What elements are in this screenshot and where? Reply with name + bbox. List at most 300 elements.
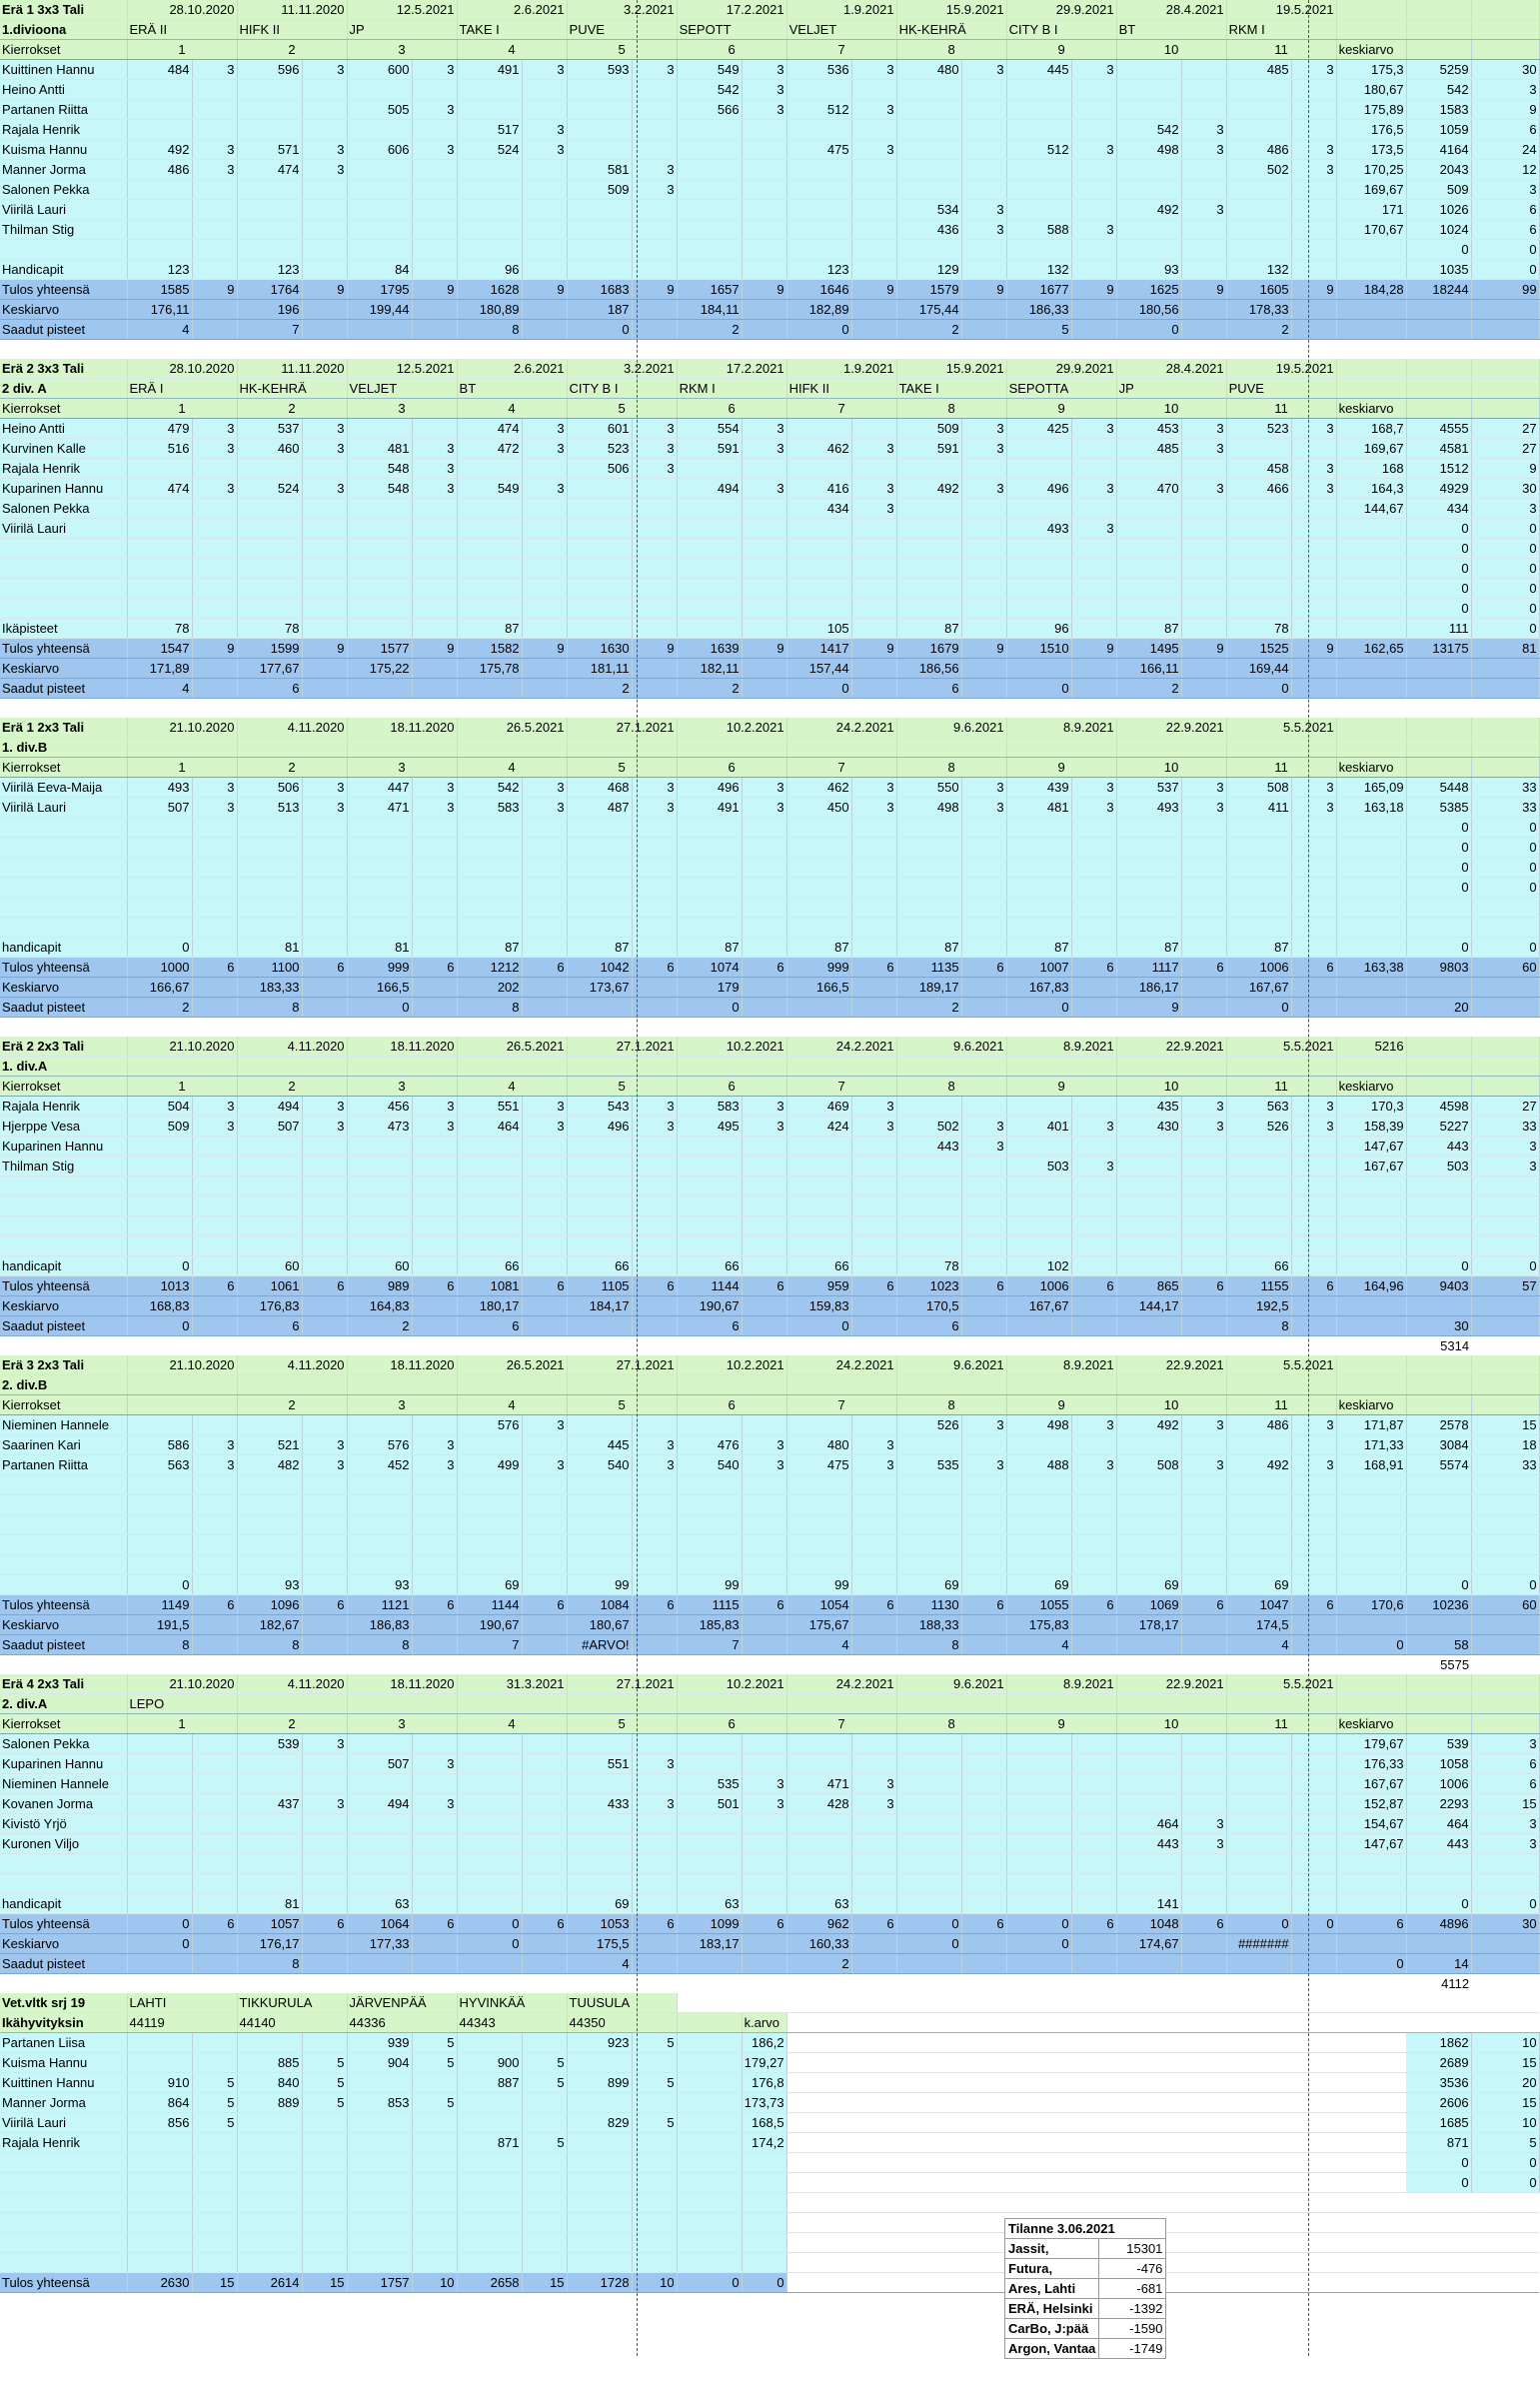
total-games[interactable]: 6 (412, 1595, 457, 1615)
games-cell[interactable] (192, 1475, 237, 1495)
division-label[interactable]: 1. div.A (0, 1057, 127, 1077)
rounds-label[interactable]: Kierrokset (0, 1077, 127, 1097)
score-cell[interactable] (347, 1834, 412, 1854)
player-total[interactable]: 0 (1406, 858, 1471, 878)
opponent-name[interactable] (347, 1694, 457, 1714)
score-cell[interactable] (237, 1137, 302, 1157)
score-cell[interactable] (457, 499, 522, 519)
cell[interactable] (1471, 1057, 1539, 1077)
score-cell[interactable]: 471 (347, 798, 412, 818)
handicap-total[interactable]: 0 (1406, 1894, 1471, 1914)
games-cell[interactable] (302, 80, 347, 100)
games-cell[interactable]: 3 (412, 140, 457, 160)
games-cell[interactable] (1291, 120, 1336, 140)
handicap-value[interactable]: 0 (127, 1575, 192, 1595)
total-score[interactable]: 1105 (567, 1276, 632, 1296)
score-cell[interactable] (567, 1535, 632, 1555)
games-cell[interactable] (522, 1515, 567, 1535)
cell[interactable] (677, 2053, 742, 2073)
total-games[interactable]: 9 (522, 639, 567, 659)
games-cell[interactable] (522, 918, 567, 938)
points-value[interactable]: 4 (786, 1635, 851, 1655)
handicap-value[interactable]: 123 (786, 260, 851, 280)
score-cell[interactable] (567, 1814, 632, 1834)
totals-label[interactable]: Tulos yhteensä (0, 958, 127, 978)
score-cell[interactable] (677, 240, 742, 260)
score-cell[interactable] (1116, 878, 1181, 898)
points-value[interactable] (567, 1316, 632, 1336)
round-number[interactable]: 5 (567, 1077, 677, 1097)
match-date[interactable]: 2.6.2021 (457, 0, 567, 20)
score-cell[interactable] (896, 878, 961, 898)
score-cell[interactable] (567, 1854, 632, 1874)
cell[interactable] (742, 978, 786, 998)
player-total[interactable]: 4164 (1406, 140, 1471, 160)
games-cell[interactable] (1291, 100, 1336, 120)
games-cell[interactable] (192, 1515, 237, 1535)
round-number[interactable]: 10 (1116, 758, 1226, 778)
score-cell[interactable] (786, 1754, 851, 1774)
score-cell[interactable] (677, 1814, 742, 1834)
opponent-name[interactable] (127, 738, 237, 758)
score-cell[interactable] (127, 1216, 192, 1236)
opponent-name[interactable] (1116, 1375, 1226, 1395)
games-cell[interactable] (851, 459, 896, 479)
total-games[interactable]: 6 (1071, 1914, 1116, 1934)
score-cell[interactable] (127, 579, 192, 599)
total-games[interactable]: 6 (1181, 958, 1226, 978)
cell[interactable] (1291, 1894, 1336, 1914)
games-cell[interactable] (192, 1834, 237, 1854)
games-cell[interactable]: 3 (851, 1097, 896, 1117)
score-cell[interactable] (237, 1854, 302, 1874)
games-cell[interactable] (851, 180, 896, 200)
cell[interactable] (1471, 1316, 1539, 1336)
total-games[interactable]: 6 (302, 1914, 347, 1934)
games-cell[interactable] (1071, 1495, 1116, 1515)
cell[interactable] (632, 1954, 677, 1974)
score-cell[interactable] (786, 1874, 851, 1894)
games-cell[interactable] (632, 479, 677, 499)
games-cell[interactable] (1291, 579, 1336, 599)
score-cell[interactable] (237, 539, 302, 559)
cell[interactable] (961, 1575, 1006, 1595)
cell[interactable] (522, 619, 567, 639)
games-cell[interactable] (1291, 1157, 1336, 1177)
cell[interactable] (851, 978, 896, 998)
opponent-name[interactable]: LEPO (127, 1694, 237, 1714)
match-date[interactable]: 10.2.2021 (677, 1355, 786, 1375)
total-score[interactable]: 1144 (677, 1276, 742, 1296)
player-total[interactable]: 5448 (1406, 778, 1471, 798)
average-value[interactable]: 180,89 (457, 300, 522, 320)
player-games[interactable]: 15 (1471, 1415, 1539, 1435)
games-cell[interactable] (302, 180, 347, 200)
score-cell[interactable]: 493 (1116, 798, 1181, 818)
points-value[interactable] (1116, 1635, 1181, 1655)
points-value[interactable]: 8 (896, 1635, 961, 1655)
handicap-value[interactable]: 78 (1226, 619, 1291, 639)
cell[interactable] (302, 998, 347, 1018)
player-average[interactable]: 175,89 (1336, 100, 1406, 120)
cell[interactable] (632, 1316, 677, 1336)
cell[interactable] (412, 1635, 457, 1655)
handicap-value[interactable]: 132 (1226, 260, 1291, 280)
cell[interactable] (1071, 1894, 1116, 1914)
player-games[interactable] (1471, 1555, 1539, 1575)
match-date[interactable]: 8.9.2021 (1006, 1037, 1116, 1057)
games-cell[interactable] (412, 2073, 457, 2093)
cell[interactable] (302, 679, 347, 699)
total-games[interactable]: 15 (302, 2273, 347, 2293)
round-number[interactable]: 11 (1226, 1395, 1336, 1415)
score-cell[interactable]: 853 (347, 2093, 412, 2113)
player-name[interactable]: Manner Jorma (0, 2093, 127, 2113)
score-cell[interactable] (347, 1774, 412, 1794)
player-games[interactable]: 18 (1471, 1435, 1539, 1455)
games-cell[interactable]: 3 (742, 419, 786, 439)
player-total[interactable]: 5385 (1406, 798, 1471, 818)
handicap-games[interactable]: 0 (1471, 1894, 1539, 1914)
score-cell[interactable] (567, 499, 632, 519)
games-cell[interactable] (1181, 1475, 1226, 1495)
score-cell[interactable] (896, 1157, 961, 1177)
round-number[interactable]: 5 (567, 1395, 677, 1415)
cell[interactable] (742, 1615, 786, 1635)
totals-label[interactable]: Tulos yhteensä (0, 1276, 127, 1296)
cell[interactable] (192, 320, 237, 340)
score-cell[interactable]: 591 (677, 439, 742, 459)
player-average[interactable]: 169,67 (1336, 439, 1406, 459)
games-cell[interactable] (1291, 240, 1336, 260)
total-games[interactable]: 9 (961, 280, 1006, 300)
games-cell[interactable] (1181, 1495, 1226, 1515)
total-score[interactable]: 1585 (127, 280, 192, 300)
points-value[interactable]: 8 (457, 998, 522, 1018)
games-cell[interactable] (192, 1754, 237, 1774)
score-cell[interactable] (457, 1834, 522, 1854)
games-cell[interactable]: 3 (302, 778, 347, 798)
header-note[interactable] (1336, 0, 1406, 20)
cell[interactable] (1336, 1375, 1406, 1395)
opponent-name[interactable] (567, 1375, 677, 1395)
score-cell[interactable] (786, 599, 851, 619)
games-cell[interactable] (412, 1834, 457, 1854)
score-cell[interactable] (567, 1734, 632, 1754)
games-cell[interactable] (961, 80, 1006, 100)
score-cell[interactable] (347, 240, 412, 260)
total-games[interactable]: 6 (961, 1276, 1006, 1296)
score-cell[interactable] (896, 1854, 961, 1874)
round-number[interactable]: 11 (1226, 1077, 1336, 1097)
header-note[interactable] (1336, 1674, 1406, 1694)
total-games[interactable]: 9 (1181, 280, 1226, 300)
round-number[interactable]: 11 (1226, 758, 1336, 778)
total-games[interactable]: 9 (1291, 639, 1336, 659)
points-value[interactable]: 8 (237, 998, 302, 1018)
cell[interactable] (237, 2233, 302, 2253)
opponent-name[interactable] (347, 738, 457, 758)
games-cell[interactable]: 3 (632, 1455, 677, 1475)
opponent-name[interactable]: PUVE (567, 20, 677, 40)
games-cell[interactable] (632, 579, 677, 599)
cell[interactable] (412, 938, 457, 958)
score-cell[interactable]: 551 (567, 1754, 632, 1774)
round-number[interactable]: 5 (567, 40, 677, 60)
handicap-value[interactable] (567, 619, 632, 639)
handicap-value[interactable]: 66 (786, 1256, 851, 1276)
score-cell[interactable] (896, 140, 961, 160)
cell[interactable] (302, 2213, 347, 2233)
after-note[interactable] (1406, 1018, 1471, 1038)
score-cell[interactable] (1226, 539, 1291, 559)
round-number[interactable]: 6 (677, 40, 786, 60)
totals-games[interactable]: 99 (1471, 280, 1539, 300)
score-cell[interactable] (127, 1415, 192, 1435)
games-cell[interactable] (522, 1495, 567, 1515)
cell[interactable] (1471, 1635, 1539, 1655)
handicap-value[interactable]: 129 (896, 260, 961, 280)
games-cell[interactable] (632, 80, 677, 100)
games-cell[interactable] (302, 1236, 347, 1256)
score-cell[interactable]: 473 (347, 1117, 412, 1137)
score-cell[interactable] (237, 1157, 302, 1177)
points-value[interactable]: 8 (347, 1635, 412, 1655)
total-games[interactable]: 6 (742, 1595, 786, 1615)
player-total[interactable]: 0 (1406, 579, 1471, 599)
cell[interactable] (632, 1575, 677, 1595)
games-cell[interactable] (412, 120, 457, 140)
cell[interactable] (0, 2253, 127, 2273)
totals-games[interactable]: 81 (1471, 639, 1539, 659)
games-cell[interactable]: 3 (412, 1097, 457, 1117)
score-cell[interactable]: 492 (896, 479, 961, 499)
score-cell[interactable]: 581 (567, 160, 632, 180)
games-cell[interactable]: 3 (412, 60, 457, 80)
player-total[interactable]: 434 (1406, 499, 1471, 519)
handicap-value[interactable] (347, 619, 412, 639)
games-cell[interactable] (1071, 1754, 1116, 1774)
cell[interactable] (0, 2233, 127, 2253)
games-cell[interactable] (961, 1435, 1006, 1455)
round-number[interactable]: 4 (457, 758, 567, 778)
total-score[interactable]: 1081 (457, 1276, 522, 1296)
score-cell[interactable] (786, 898, 851, 918)
games-cell[interactable] (1291, 1754, 1336, 1774)
totals-sum[interactable]: 18244 (1406, 280, 1471, 300)
total-score[interactable]: 0 (457, 1914, 522, 1934)
games-cell[interactable] (632, 1774, 677, 1794)
cell[interactable] (632, 1256, 677, 1276)
round-number[interactable]: 9 (1006, 1714, 1116, 1734)
player-average[interactable]: 173,5 (1336, 140, 1406, 160)
player-name[interactable]: Partanen Liisa (0, 2033, 127, 2053)
score-cell[interactable]: 542 (457, 778, 522, 798)
cell[interactable] (1471, 1355, 1539, 1375)
opponent-name[interactable] (1006, 1057, 1116, 1077)
points-value[interactable]: 2 (896, 998, 961, 1018)
player-average[interactable] (742, 2173, 786, 2193)
handicap-value[interactable]: 87 (677, 938, 742, 958)
score-cell[interactable]: 498 (896, 798, 961, 818)
score-cell[interactable] (1226, 1854, 1291, 1874)
score-cell[interactable] (457, 2153, 522, 2173)
score-cell[interactable] (1006, 1854, 1071, 1874)
after-note[interactable] (1406, 340, 1471, 360)
games-cell[interactable] (851, 240, 896, 260)
games-cell[interactable] (412, 1236, 457, 1256)
total-score[interactable]: 1657 (677, 280, 742, 300)
opponent-name[interactable] (347, 1375, 457, 1395)
games-cell[interactable] (1071, 160, 1116, 180)
score-cell[interactable] (567, 579, 632, 599)
handicap-value[interactable]: 84 (347, 260, 412, 280)
score-cell[interactable] (1226, 240, 1291, 260)
player-name[interactable] (0, 579, 127, 599)
total-games[interactable]: 6 (412, 1914, 457, 1934)
score-cell[interactable]: 606 (347, 140, 412, 160)
games-cell[interactable] (742, 818, 786, 838)
games-cell[interactable] (1181, 1137, 1226, 1157)
games-cell[interactable]: 3 (1181, 439, 1226, 459)
games-cell[interactable]: 3 (522, 419, 567, 439)
score-cell[interactable] (457, 200, 522, 220)
games-cell[interactable] (742, 459, 786, 479)
score-cell[interactable] (237, 1834, 302, 1854)
handicap-value[interactable]: 69 (457, 1575, 522, 1595)
averages-label[interactable]: Keskiarvo (0, 1615, 127, 1635)
score-cell[interactable] (347, 1196, 412, 1216)
score-cell[interactable]: 548 (347, 479, 412, 499)
player-name[interactable]: Rajala Henrik (0, 120, 127, 140)
games-cell[interactable] (412, 240, 457, 260)
after-note[interactable]: 4112 (1406, 1974, 1471, 1994)
games-cell[interactable]: 3 (302, 1435, 347, 1455)
player-total[interactable] (1406, 1854, 1471, 1874)
handicap-value[interactable]: 63 (786, 1894, 851, 1914)
games-cell[interactable] (192, 2133, 237, 2153)
cell[interactable] (522, 2213, 567, 2233)
score-cell[interactable] (237, 1475, 302, 1495)
score-cell[interactable] (896, 1495, 961, 1515)
games-cell[interactable] (742, 240, 786, 260)
cell[interactable] (961, 260, 1006, 280)
score-cell[interactable] (237, 898, 302, 918)
cell[interactable] (302, 260, 347, 280)
games-cell[interactable] (412, 1216, 457, 1236)
cell[interactable] (961, 1256, 1006, 1276)
player-total[interactable]: 2043 (1406, 160, 1471, 180)
total-score[interactable]: 2658 (457, 2273, 522, 2293)
score-cell[interactable] (237, 1415, 302, 1435)
score-cell[interactable] (237, 918, 302, 938)
total-score[interactable]: 0 (1006, 1914, 1071, 1934)
player-games[interactable]: 33 (1471, 778, 1539, 798)
score-cell[interactable] (677, 858, 742, 878)
player-total[interactable]: 1862 (1406, 2033, 1471, 2053)
games-cell[interactable]: 5 (192, 2073, 237, 2093)
score-cell[interactable]: 507 (237, 1117, 302, 1137)
player-name[interactable]: Kuittinen Hannu (0, 60, 127, 80)
total-score[interactable]: 1417 (786, 639, 851, 659)
match-date[interactable]: 3.2.2021 (567, 359, 677, 379)
games-cell[interactable]: 3 (522, 60, 567, 80)
handicap-value[interactable] (127, 1894, 192, 1914)
total-score[interactable]: 0 (127, 1914, 192, 1934)
totals-games[interactable]: 60 (1471, 958, 1539, 978)
vet-average-label[interactable]: k.arvo (742, 2013, 786, 2033)
player-total[interactable] (1406, 1495, 1471, 1515)
score-cell[interactable] (457, 459, 522, 479)
cell[interactable] (0, 2213, 127, 2233)
games-cell[interactable] (522, 559, 567, 579)
score-cell[interactable] (457, 240, 522, 260)
cell[interactable] (742, 679, 786, 699)
games-cell[interactable] (192, 200, 237, 220)
player-games[interactable]: 12 (1471, 160, 1539, 180)
games-cell[interactable] (961, 1495, 1006, 1515)
handicap-value[interactable]: 87 (567, 938, 632, 958)
total-score[interactable]: 1646 (786, 280, 851, 300)
opponent-name[interactable] (1116, 1057, 1226, 1077)
games-cell[interactable] (1291, 180, 1336, 200)
games-cell[interactable]: 3 (1181, 200, 1226, 220)
games-cell[interactable] (742, 539, 786, 559)
match-date[interactable]: 11.11.2020 (237, 0, 347, 20)
round-number[interactable]: 8 (896, 1714, 1006, 1734)
total-games[interactable]: 9 (632, 280, 677, 300)
player-games[interactable]: 0 (1471, 838, 1539, 858)
cell[interactable] (742, 1934, 786, 1954)
score-cell[interactable] (127, 519, 192, 539)
cell[interactable] (412, 998, 457, 1018)
total-score[interactable]: 1006 (1226, 958, 1291, 978)
handicap-value[interactable]: 69 (896, 1575, 961, 1595)
total-games[interactable]: 6 (522, 958, 567, 978)
match-date[interactable]: 21.10.2020 (127, 1355, 237, 1375)
score-cell[interactable] (237, 2173, 302, 2193)
score-cell[interactable] (347, 559, 412, 579)
games-cell[interactable] (1181, 539, 1226, 559)
player-name[interactable]: Kuronen Viljo (0, 1834, 127, 1854)
opponent-name[interactable] (237, 1694, 347, 1714)
total-score[interactable]: 1525 (1226, 639, 1291, 659)
average-value[interactable]: 196 (237, 300, 302, 320)
cell[interactable] (1291, 260, 1336, 280)
points-value[interactable] (347, 1954, 412, 1974)
score-cell[interactable] (677, 1854, 742, 1874)
cell[interactable] (1071, 260, 1116, 280)
score-cell[interactable] (786, 80, 851, 100)
score-cell[interactable]: 494 (347, 1794, 412, 1814)
total-games[interactable]: 9 (742, 280, 786, 300)
total-score[interactable]: 1053 (567, 1914, 632, 1934)
games-cell[interactable]: 5 (192, 2093, 237, 2113)
round-number[interactable]: 7 (786, 399, 896, 419)
total-score[interactable]: 1023 (896, 1276, 961, 1296)
score-cell[interactable] (1226, 1137, 1291, 1157)
score-cell[interactable]: 549 (457, 479, 522, 499)
games-cell[interactable] (412, 1854, 457, 1874)
cell[interactable] (412, 1894, 457, 1914)
opponent-name[interactable]: CITY B I (567, 379, 677, 399)
games-cell[interactable] (1291, 818, 1336, 838)
score-cell[interactable] (896, 1097, 961, 1117)
points-average[interactable] (1336, 320, 1406, 340)
match-date[interactable]: 18.11.2020 (347, 1674, 457, 1694)
games-cell[interactable]: 3 (412, 459, 457, 479)
score-cell[interactable]: 889 (237, 2093, 302, 2113)
